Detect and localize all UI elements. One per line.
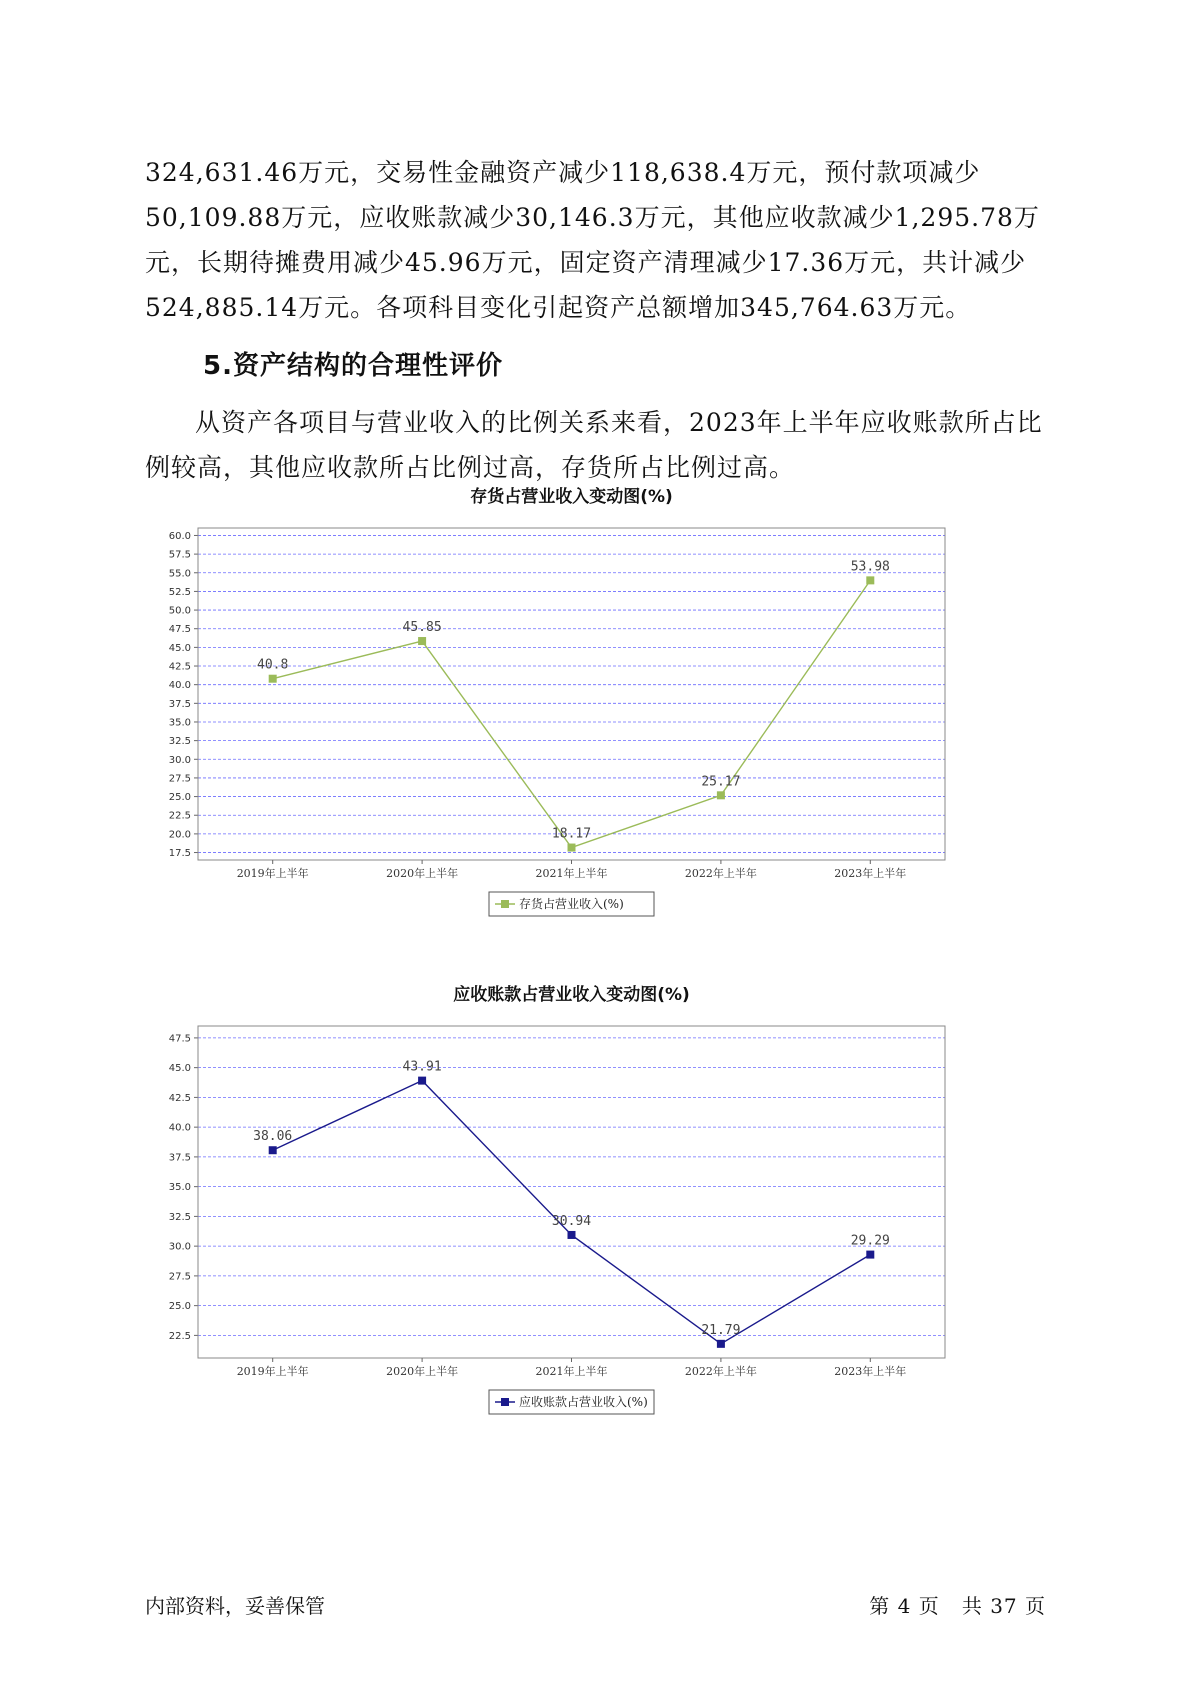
- y-tick-label: 22.5: [168, 810, 191, 822]
- y-tick-label: 30.0: [168, 754, 191, 766]
- data-point: [866, 576, 874, 584]
- legend-label: 存货占营业收入(%): [519, 897, 624, 911]
- data-point: [568, 1231, 576, 1239]
- y-tick-label: 45.0: [168, 642, 191, 654]
- x-tick-label: 2019年上半年: [236, 1365, 309, 1378]
- y-tick-label: 37.5: [168, 698, 191, 710]
- y-tick-label: 25.0: [168, 792, 191, 804]
- data-point: [717, 791, 725, 799]
- footer-page-total: 37: [990, 1594, 1018, 1618]
- legend-label: 应收账款占营业收入(%): [519, 1395, 648, 1409]
- legend-marker: [501, 1398, 509, 1406]
- legend-marker: [501, 900, 509, 908]
- series-line: [273, 1081, 871, 1344]
- y-tick-label: 40.0: [168, 1122, 191, 1134]
- y-tick-label: 47.5: [168, 1033, 191, 1045]
- plot-area: [198, 1026, 945, 1358]
- data-label: 25.17: [701, 774, 741, 790]
- y-tick-label: 27.5: [168, 773, 191, 785]
- x-tick-label: 2023年上半年: [834, 867, 907, 880]
- x-tick-label: 2021年上半年: [535, 1365, 608, 1378]
- x-tick-label: 2023年上半年: [834, 1365, 907, 1378]
- data-label: 53.98: [850, 559, 890, 575]
- x-tick-label: 2022年上半年: [684, 1365, 757, 1378]
- footer-page-mid: 页 共: [911, 1594, 991, 1618]
- data-label: 30.94: [551, 1213, 592, 1229]
- chart-title: 存货占营业收入变动图(%): [470, 487, 673, 507]
- y-tick-label: 32.5: [168, 736, 191, 748]
- y-tick-label: 47.5: [168, 624, 191, 636]
- data-point: [269, 675, 277, 683]
- y-tick-label: 37.5: [168, 1152, 191, 1164]
- footer-confidential-note: 内部资料，妥善保管: [145, 1594, 325, 1618]
- footer-page-info: [869, 1590, 1046, 1619]
- receivables-ratio-chart: [150, 985, 1030, 1466]
- y-tick-label: 35.0: [168, 1182, 191, 1194]
- data-label: 45.85: [402, 620, 442, 636]
- data-point: [418, 637, 426, 645]
- y-tick-label: 32.5: [168, 1211, 191, 1223]
- data-point: [717, 1340, 725, 1348]
- plot-area: [198, 528, 945, 860]
- body-paragraph-1: 324,631.46万元，交易性金融资产减少118,638.4万元，预付款项减少50,109.88万元，应收账款减少30,146.3万元，其他应收款减少1,295.78万元，长期待摊费用减少45.96万元，固定资产清理减少17.36万元，共计减少524,885.14万元。各项科目变化引起资产总额增加345,764.63万元。: [145, 158, 1040, 322]
- x-tick-label: 2020年上半年: [386, 867, 459, 880]
- data-label: 29.29: [850, 1233, 890, 1249]
- data-label: 38.06: [253, 1129, 293, 1145]
- x-tick-label: 2022年上半年: [684, 867, 757, 880]
- y-tick-label: 60.0: [168, 530, 191, 542]
- data-label: 18.17: [551, 826, 592, 842]
- y-tick-label: 42.5: [168, 1092, 191, 1104]
- y-tick-label: 45.0: [168, 1063, 191, 1075]
- x-tick-label: 2019年上半年: [236, 867, 309, 880]
- data-point: [269, 1146, 277, 1154]
- body-paragraph-2: 从资产各项目与营业收入的比例关系来看，2023年上半年应收账款所占比例较高，其他应收款所占比例过高，存货所占比例过高。: [145, 408, 1043, 482]
- y-tick-label: 25.0: [168, 1301, 191, 1313]
- y-tick-label: 35.0: [168, 717, 191, 729]
- chart-title: 应收账款占营业收入变动图(%): [453, 985, 690, 1005]
- series-line: [273, 580, 871, 847]
- y-tick-label: 27.5: [168, 1271, 191, 1283]
- data-point: [568, 844, 576, 852]
- y-tick-label: 50.0: [168, 605, 191, 617]
- footer-page-suffix: 页: [1017, 1594, 1046, 1618]
- y-tick-label: 57.5: [168, 549, 191, 561]
- y-tick-label: 30.0: [168, 1241, 191, 1253]
- data-point: [418, 1077, 426, 1085]
- x-tick-label: 2021年上半年: [535, 867, 608, 880]
- footer-page-number: 4: [897, 1594, 912, 1618]
- y-tick-label: 40.0: [168, 680, 191, 692]
- x-tick-label: 2020年上半年: [386, 1365, 459, 1378]
- data-label: 43.91: [402, 1059, 442, 1075]
- inventory-ratio-chart: [150, 487, 1030, 968]
- y-tick-label: 55.0: [168, 568, 191, 580]
- data-point: [866, 1251, 874, 1259]
- data-label: 40.8: [257, 657, 289, 673]
- y-tick-label: 42.5: [168, 661, 191, 673]
- y-tick-label: 22.5: [168, 1330, 191, 1342]
- footer-page-prefix: 第: [869, 1594, 898, 1618]
- data-label: 21.79: [701, 1322, 741, 1338]
- y-tick-label: 17.5: [168, 848, 191, 860]
- section-heading: 5.资产结构的合理性评价: [203, 351, 503, 381]
- y-tick-label: 20.0: [168, 829, 191, 841]
- y-tick-label: 52.5: [168, 586, 191, 598]
